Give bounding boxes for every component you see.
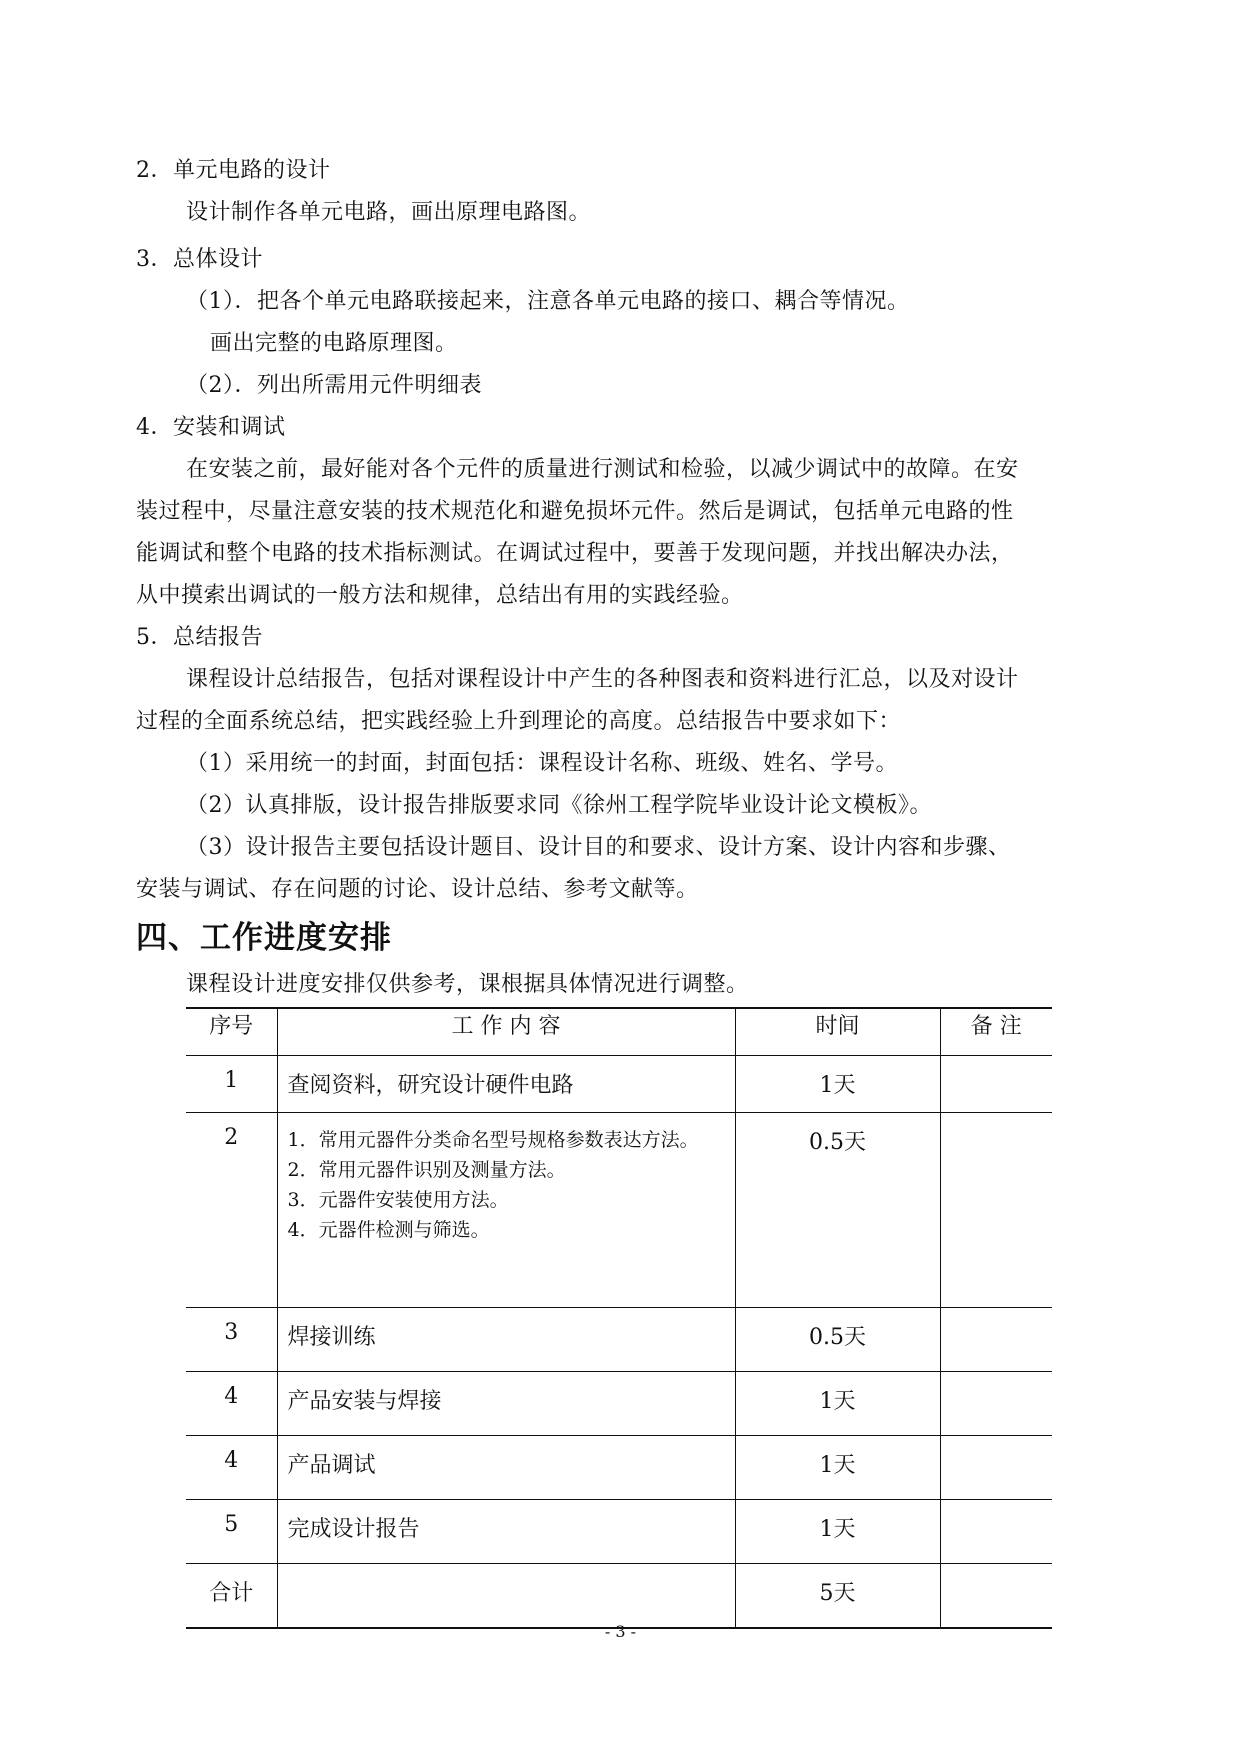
table-row xyxy=(186,1372,1052,1436)
section-intro: 课程设计进度安排仅供参考，课根据具体情况进行调整。 xyxy=(186,972,749,997)
row-no: 4 xyxy=(186,1436,277,1500)
item-5-req3-line2: 安装与调试、存在问题的讨论、设计总结、参考文献等。 xyxy=(136,877,699,902)
item-4-para-line4: 从中摸索出调试的一般方法和规律，总结出有用的实践经验。 xyxy=(136,583,744,608)
table-total-row xyxy=(186,1564,1052,1628)
item-4-title: 4．安装和调试 xyxy=(136,415,286,440)
row-time: 0.5天 xyxy=(735,1308,940,1372)
table-row xyxy=(186,1500,1052,1564)
row-time: 1天 xyxy=(735,1436,940,1500)
table-header-row xyxy=(186,1008,1052,1056)
item-4-para-line2: 装过程中，尽量注意安装的技术规范化和避免损坏元件。然后是调试，包括单元电路的性 xyxy=(136,499,1014,524)
sublist-item: 2．常用元器件识别及测量方法。 xyxy=(287,1159,566,1181)
row-time: 0.5天 xyxy=(735,1113,940,1308)
row-work xyxy=(277,1113,735,1308)
row-work-sublist xyxy=(288,1125,725,1245)
item-5-req2: （2）认真排版，设计报告排版要求同《徐州工程学院毕业设计论文模板》。 xyxy=(186,793,932,818)
table-row xyxy=(186,1056,1052,1113)
row-no: 5 xyxy=(186,1500,277,1564)
item-2-title: 2．单元电路的设计 xyxy=(136,158,331,183)
item-3-title: 3．总体设计 xyxy=(136,247,263,272)
section-heading: 四、工作进度安排 xyxy=(136,920,392,956)
item-5-req3-line1: （3）设计报告主要包括设计题目、设计目的和要求、设计方案、设计内容和步骤、 xyxy=(186,835,1011,860)
header-no: 序号 xyxy=(186,1008,277,1056)
row-note xyxy=(940,1308,1052,1372)
row-note xyxy=(940,1564,1052,1628)
row-work: 查阅资料，研究设计硬件电路 xyxy=(277,1056,735,1113)
row-no: 4 xyxy=(186,1372,277,1436)
table-row xyxy=(186,1113,1052,1308)
header-work: 工 作 内 容 xyxy=(277,1008,735,1056)
item-5-req1: （1）采用统一的封面，封面包括：课程设计名称、班级、姓名、学号。 xyxy=(186,751,898,776)
sublist-item: 3．元器件安装使用方法。 xyxy=(287,1189,509,1211)
row-note xyxy=(940,1436,1052,1500)
row-time: 1天 xyxy=(735,1056,940,1113)
sublist-item: 1．常用元器件分类命名型号规格参数表达方法。 xyxy=(287,1129,699,1151)
sublist-item: 4．元器件检测与筛选。 xyxy=(287,1219,490,1241)
row-note xyxy=(940,1056,1052,1113)
row-no: 合计 xyxy=(186,1564,277,1628)
row-work: 产品调试 xyxy=(277,1436,735,1500)
item-2-text: 设计制作各单元电路，画出原理电路图。 xyxy=(186,200,592,225)
table-row xyxy=(186,1308,1052,1372)
row-time: 1天 xyxy=(735,1372,940,1436)
item-3-sub1-cont: 画出完整的电路原理图。 xyxy=(210,331,458,356)
page-number: - 3 - xyxy=(604,1622,637,1641)
table-row xyxy=(186,1436,1052,1500)
row-no: 3 xyxy=(186,1308,277,1372)
item-5-title: 5．总结报告 xyxy=(136,625,263,650)
row-time: 1天 xyxy=(735,1500,940,1564)
row-time: 5天 xyxy=(735,1564,940,1628)
row-no: 1 xyxy=(186,1056,277,1113)
item-4-para-line3: 能调试和整个电路的技术指标测试。在调试过程中，要善于发现问题，并找出解决办法， xyxy=(136,541,1014,566)
row-work: 完成设计报告 xyxy=(277,1500,735,1564)
row-work: 产品安装与焊接 xyxy=(277,1372,735,1436)
header-time: 时间 xyxy=(735,1008,940,1056)
row-no: 2 xyxy=(186,1113,277,1308)
row-work: 焊接训练 xyxy=(277,1308,735,1372)
item-3-sub1: （1）．把各个单元电路联接起来，注意各单元电路的接口、耦合等情况。 xyxy=(186,289,910,314)
item-5-para-line2: 过程的全面系统总结，把实践经验上升到理论的高度。总结报告中要求如下： xyxy=(136,709,902,734)
row-note xyxy=(940,1113,1052,1308)
row-work xyxy=(277,1564,735,1628)
item-3-sub2: （2）．列出所需用元件明细表 xyxy=(186,373,482,398)
row-note xyxy=(940,1500,1052,1564)
item-5-para-line1: 课程设计总结报告，包括对课程设计中产生的各种图表和资料进行汇总，以及对设计 xyxy=(186,667,1019,692)
schedule-table xyxy=(186,1007,1052,1629)
row-note xyxy=(940,1372,1052,1436)
header-note: 备 注 xyxy=(940,1008,1052,1056)
item-4-para-line1: 在安装之前，最好能对各个元件的质量进行测试和检验，以减少调试中的故障。在安 xyxy=(186,457,1019,482)
